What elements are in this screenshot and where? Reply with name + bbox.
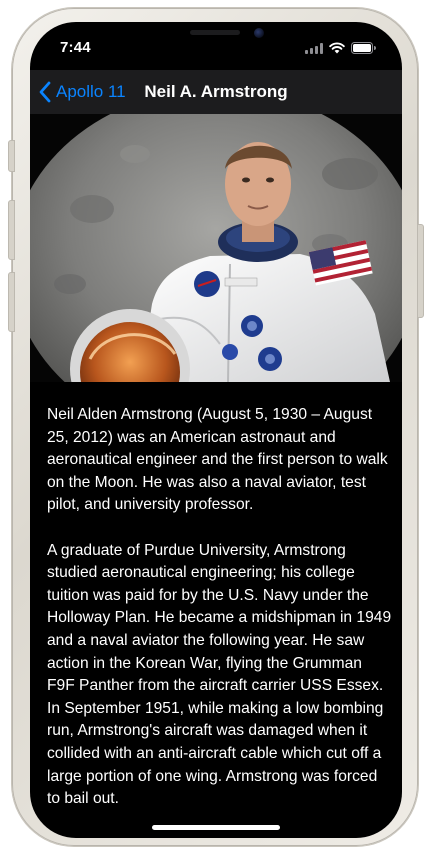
power-button — [417, 224, 424, 318]
navigation-bar — [30, 70, 402, 114]
volume-down-button — [8, 272, 15, 332]
cellular-signal-icon — [305, 43, 323, 54]
silent-switch — [8, 140, 15, 172]
earpiece-speaker — [190, 30, 240, 35]
wifi-icon — [329, 42, 345, 54]
article-paragraph: Neil Alden Armstrong (August 5, 1930 – August 25, 2012) was an American astronaut and aeronautical engineer and the first person to walk on the Moon. He was also a naval aviator, test pilot, and university professor. — [47, 406, 388, 514]
article-body — [47, 404, 392, 833]
astronaut-portrait — [30, 114, 402, 382]
back-button-label: Apollo 11 — [56, 82, 126, 101]
status-time: 7:44 — [60, 39, 91, 56]
volume-up-button — [8, 200, 15, 260]
notch — [120, 22, 310, 56]
status-bar — [30, 22, 402, 70]
article-paragraph: A graduate of Purdue University, Armstrong studied aeronautical engineering; his college tuition was paid for by the U.S. Navy under the Holloway Plan. He became a midshipman in 1949 and a naval aviator the following year. He saw action in the Korean War, flying the Grumman F9F Panther from the aircraft carrier USS Essex. In September 1951, while making a low bombing run, Armstrong's aircraft was damaged when it collided with an anti-aircraft cable which cut off a large portion of one wing. Armstrong was forced to bail out. — [47, 541, 392, 808]
battery-icon — [351, 42, 376, 54]
front-camera — [254, 28, 264, 38]
status-icons — [305, 42, 376, 54]
screen — [30, 22, 402, 838]
page-title: Neil A. Armstrong — [144, 82, 288, 101]
home-indicator[interactable] — [152, 825, 280, 830]
